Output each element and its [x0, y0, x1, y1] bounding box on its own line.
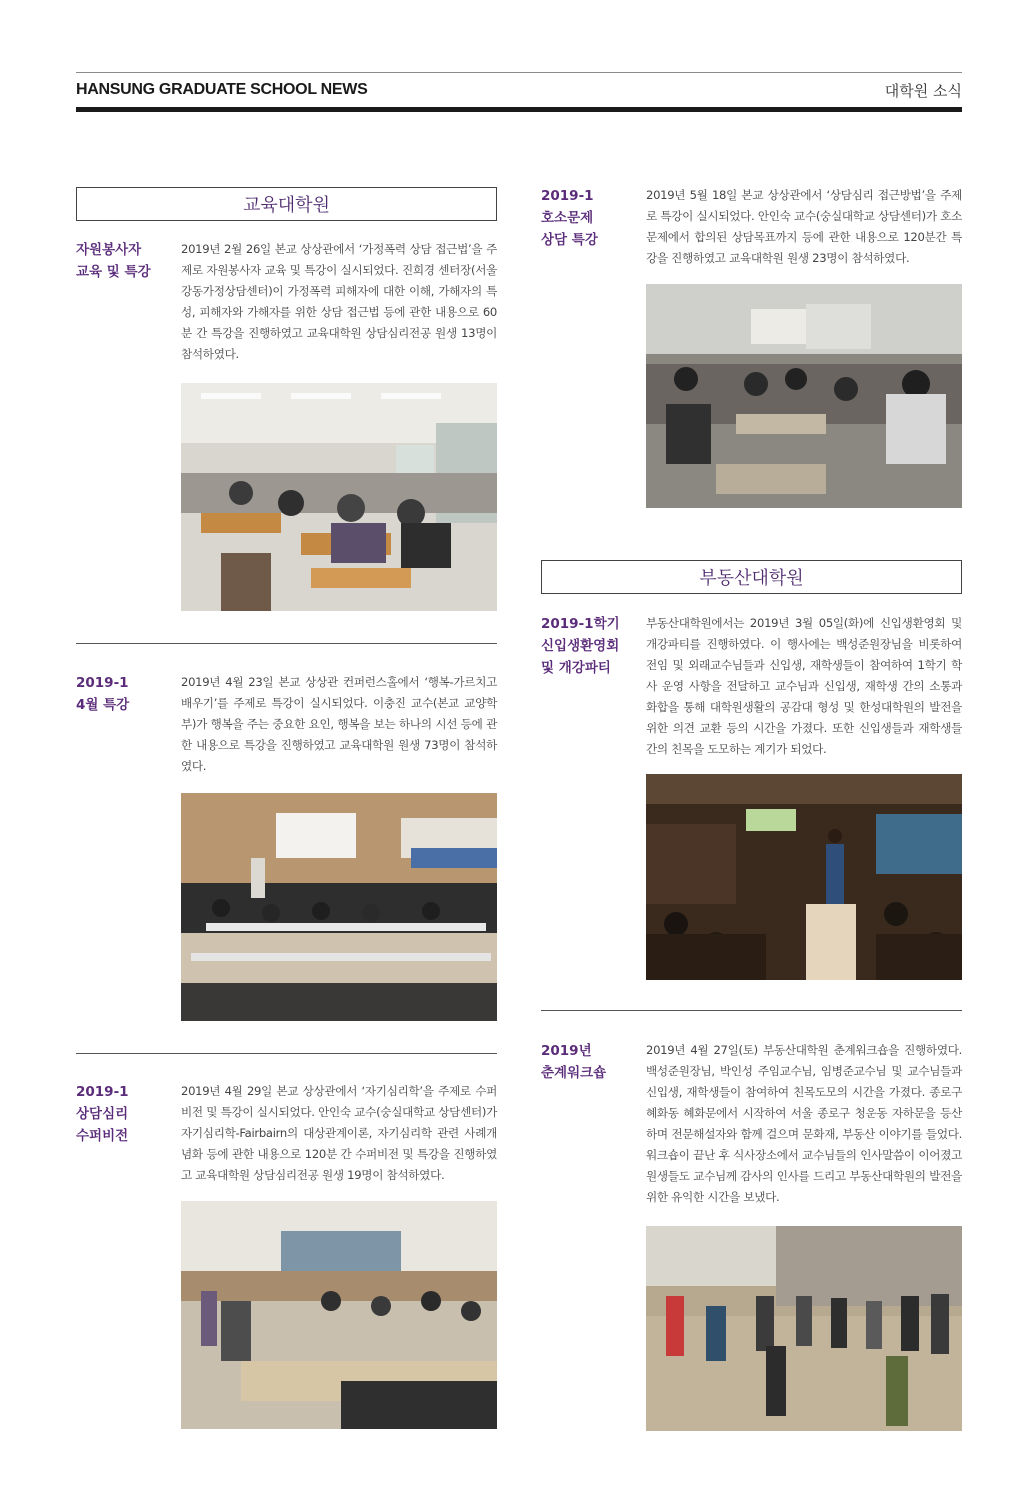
- article-label: 2019-1 상담심리 수퍼비전: [76, 1084, 129, 1144]
- photo-lecture-room: [646, 284, 962, 508]
- article-counseling-supervision: [76, 1081, 497, 1437]
- section-title-realestate: 부동산대학원: [541, 560, 962, 594]
- article-label: 자원봉사자 교육 및 특강: [76, 242, 151, 280]
- photo-workshop-hike: [646, 1226, 962, 1431]
- article-label: 2019-1 4월 특강: [76, 675, 130, 713]
- photo-supervision-session: [181, 1201, 497, 1429]
- photo-classroom-lecture: [181, 383, 497, 611]
- article-divider: [76, 643, 497, 644]
- article-divider: [76, 1053, 497, 1054]
- article-divider: [541, 1010, 962, 1011]
- left-column: [76, 187, 497, 1437]
- article-spring-workshop: [541, 1040, 962, 1437]
- page-header: [76, 72, 962, 112]
- article-body: 2019년 4월 29일 본교 상상관에서 ‘자기심리학’을 주제로 수퍼비전 및 특강이 실시되었다. 안인숙 교수(숭실대학교 상담센터)가 자기심리학-Fairbairn의 대상관계이론, 자기심리학 관련 사례개념화 등에 관한 내용으로 120분 간 수퍼비전 및 특강을 진행하였고 교육대학원 상담심리전공 원생 19명이 참석하였다.: [181, 1084, 497, 1182]
- article-body: 2019년 2월 26일 본교 상상관에서 ‘가정폭력 상담 접근법’을 주제로 자원봉사자 교육 및 특강이 실시되었다. 진희경 센터장(서울강동가정상담센터)이 가정폭력 피해자에 대한 이해, 가해자의 특성, 피해자와 가해자를 위한 상담 접근법 등에 관한 내용으로 60분 간 특강을 진행하였고 교육대학원 상담심리전공 원생 13명이 참석하였다.: [181, 242, 497, 361]
- article-label: 2019-1학기 신입생환영회 및 개강파티: [541, 616, 620, 676]
- section-name: 대학원 소식: [884, 81, 962, 100]
- article-volunteer-training: [76, 239, 497, 619]
- section-title-education: 교육대학원: [76, 187, 497, 221]
- article-label: 2019년 춘계워크숍: [541, 1043, 607, 1081]
- article-body: 2019년 4월 27일(토) 부동산대학원 춘계워크숍을 진행하였다. 백성준원장님, 박인성 주임교수님, 임병준교수님 및 교수님들과 신입생, 재학생들이 참여하여 친목도모의 시간을 가졌다. 종로구 혜화동 혜화문에서 시작하여 서울 종로구 청운동 자하문을 등산하며 전문해설자와 함께 걸으며 문화재, 부동산 이야기를 들었다. 워크숍이 끝난 후 식사장소에서 교수님들의 인사말씀이 이어졌고 원생들도 교수님께 감사의 인사를 드리고 부동산대학원의 발전을 위한 유익한 시간을 보냈다.: [646, 1043, 962, 1204]
- photo-conference-hall: [181, 793, 497, 1021]
- article-body: 2019년 4월 23일 본교 상상관 컨퍼런스홀에서 ‘행복-가르치고 배우기’를 주제로 특강이 실시되었다. 이충진 교수(본교 교양학부)가 행복을 주는 중요한 요인, 행복을 보는 하나의 시선 등에 관한 내용으로 특강을 진행하였고 교육대학원 원생 73명이 참석하였다.: [181, 675, 497, 773]
- photo-welcome-party: [646, 774, 962, 980]
- article-body: 2019년 5월 18일 본교 상상관에서 ‘상담심리 접근방법’을 주제로 특강이 실시되었다. 안인숙 교수(숭실대학교 상담센터)가 호소 문제에서 합의된 상담목표까지 등에 관한 내용으로 120분간 특강을 진행하였고 교육대학원 원생 23명이 참석하였다.: [646, 188, 962, 265]
- article-counseling-lecture: [541, 185, 962, 515]
- right-column: [541, 187, 962, 1437]
- article-welcome-party: [541, 613, 962, 983]
- article-body: 부동산대학원에서는 2019년 3월 05일(화)에 신입생환영회 및 개강파티를 진행하였다. 이 행사에는 백성준원장님을 비롯하여 전임 및 외래교수님들과 신입생, 재학생들이 참여하여 1학기 학사 운영 사항을 전달하고 교수님과 신입생, 재학생 간의 소통과 화합을 통해 대학원생활의 공감대 형성 및 한성대학원의 발전을 위한 의견 교환 등의 시간을 가졌다. 또한 신입생들과 재학생들 간의 친목을 도모하는 계기가 되었다.: [646, 616, 962, 756]
- article-label: 2019-1 호소문제 상담 특강: [541, 188, 598, 248]
- header-bottom-rule: [76, 107, 962, 112]
- article-april-lecture: [76, 672, 497, 1042]
- publication-title: HANSUNG GRADUATE SCHOOL NEWS: [76, 81, 368, 98]
